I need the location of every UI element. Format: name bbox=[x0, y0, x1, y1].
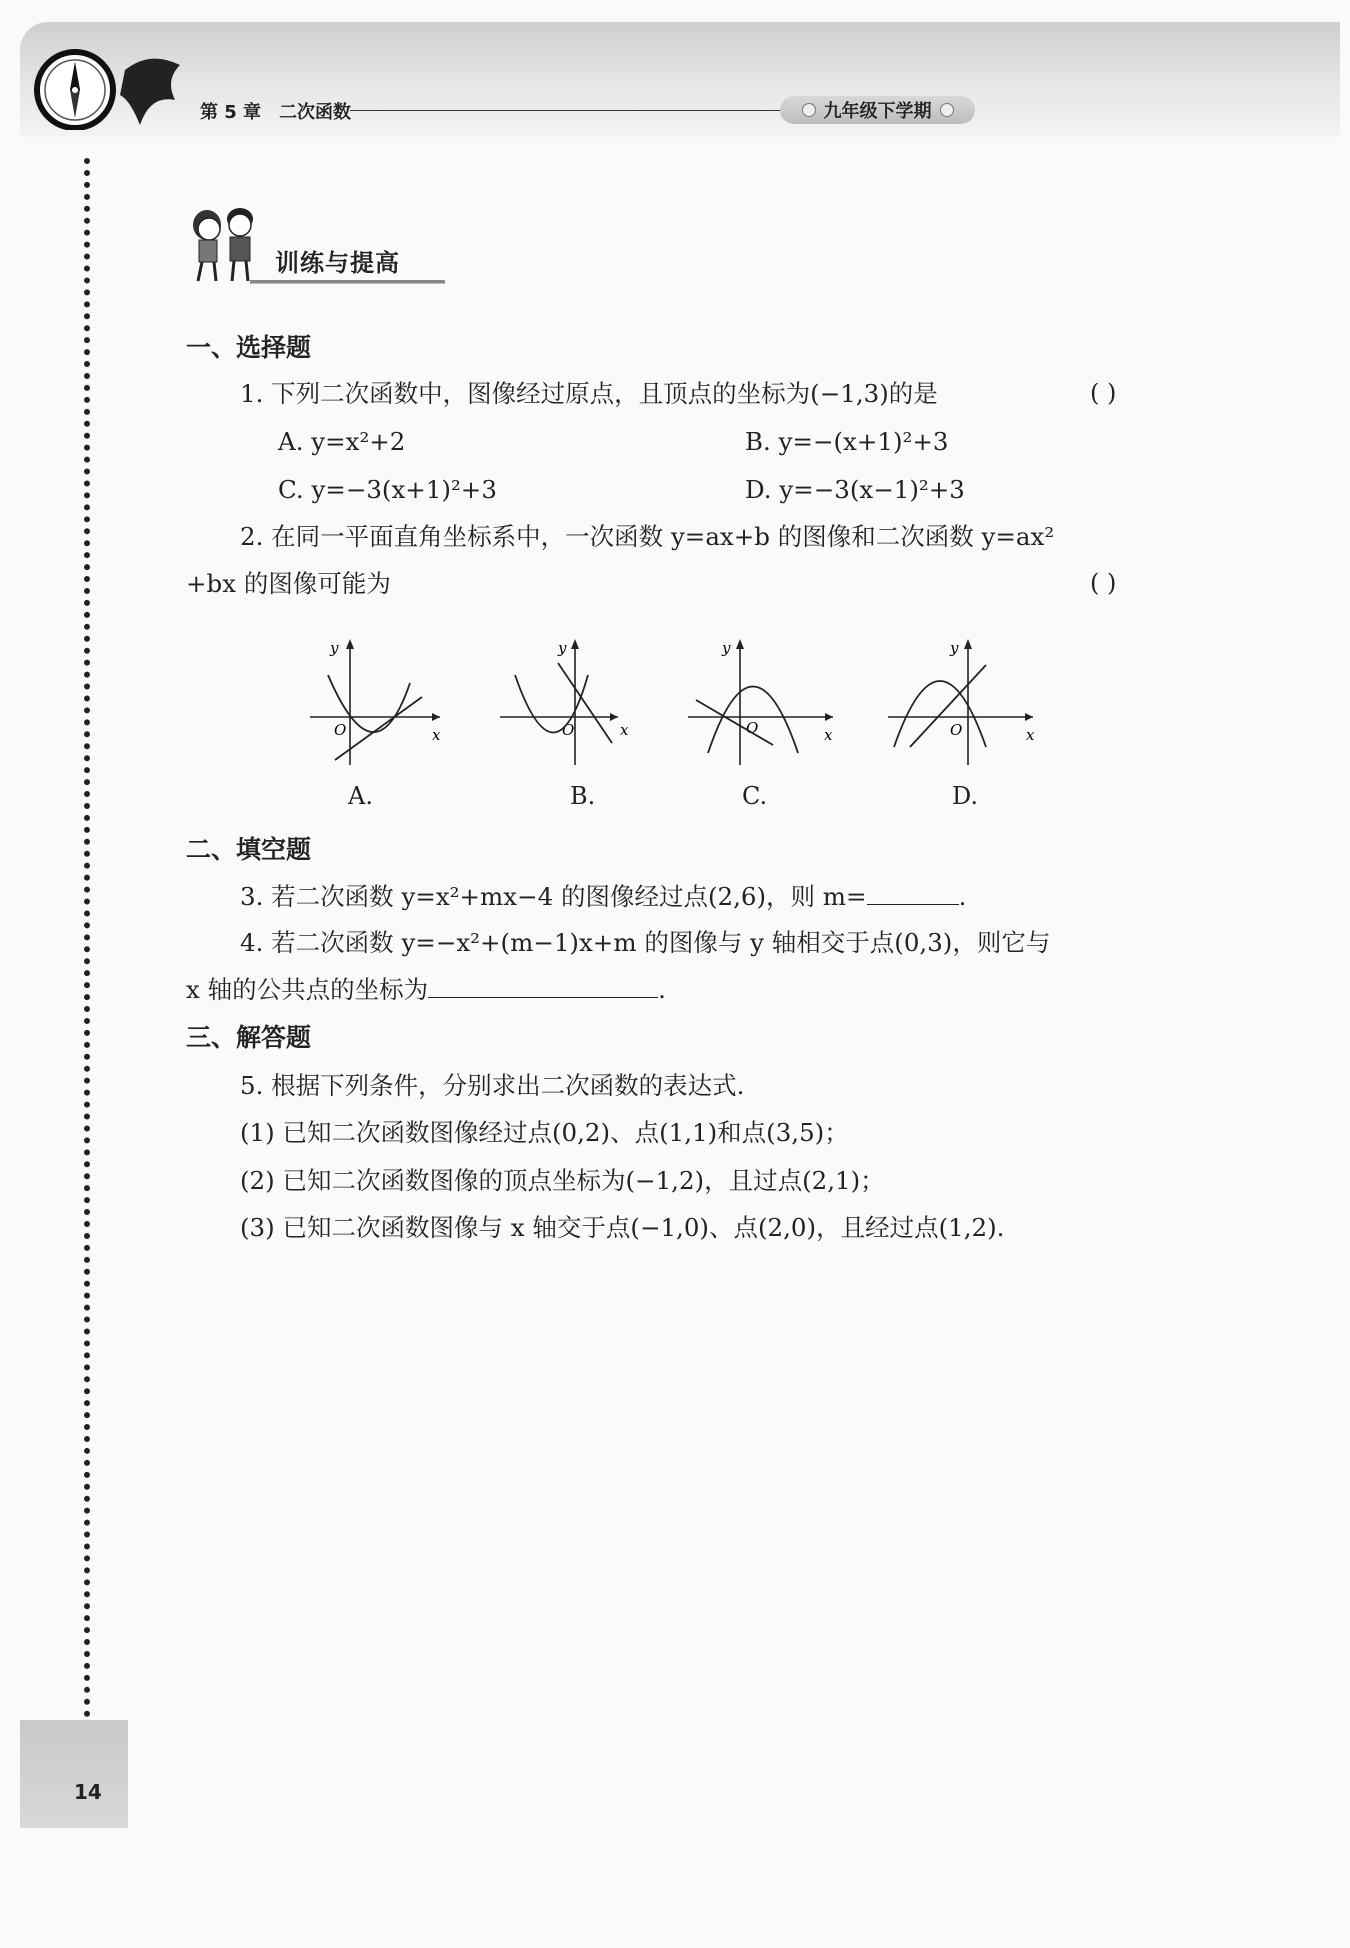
q1-answer-paren: ( ) bbox=[1090, 379, 1117, 407]
q5-part-3: (3) 已知二次函数图像与 x 轴交于点(−1,0)、点(2,0)，且经过点(1,2). bbox=[240, 1213, 1005, 1242]
q2b-x-label: x bbox=[620, 721, 629, 739]
bullet-icon bbox=[940, 103, 954, 117]
clock-runner-icon bbox=[30, 40, 190, 130]
q2d-y-label: y bbox=[950, 639, 959, 657]
q2b-origin-label: O bbox=[562, 721, 575, 739]
grade-label: 九年级下学期 bbox=[823, 101, 932, 122]
choice-section-heading: 一、选择题 bbox=[186, 333, 312, 362]
chapter-title: 二次函数 bbox=[279, 102, 352, 123]
q2-graph-d-label: D. bbox=[952, 782, 979, 810]
chapter-number: 第 5 章 bbox=[200, 102, 262, 123]
q4-answer-blank[interactable] bbox=[428, 975, 658, 998]
chapter-header bbox=[200, 98, 351, 124]
q1-stem: 1. 下列二次函数中，图像经过原点，且顶点的坐标为(−1,3)的是 bbox=[240, 379, 938, 408]
q3-answer-blank[interactable] bbox=[867, 882, 959, 905]
header-rule bbox=[350, 110, 780, 111]
q4-stem-line2: x 轴的公共点的坐标为 bbox=[186, 975, 429, 1004]
q5-stem: 5. 根据下列条件，分别求出二次函数的表达式. bbox=[240, 1071, 745, 1100]
q2-graph-c bbox=[688, 635, 838, 765]
grade-badge bbox=[780, 96, 975, 124]
q2-stem-line2: +bx 的图像可能为 bbox=[186, 569, 391, 598]
q2d-x-label: x bbox=[1026, 726, 1035, 744]
q1-option-c: C. y=−3(x+1)²+3 bbox=[278, 475, 497, 504]
q2b-y-label: y bbox=[558, 639, 567, 657]
q3-text bbox=[240, 882, 966, 911]
q4-line2 bbox=[186, 975, 666, 1004]
banner-underline bbox=[250, 280, 445, 284]
q2-graph-b-label: B. bbox=[570, 782, 596, 810]
q2-graph-d bbox=[888, 635, 1038, 765]
q2c-y-label: y bbox=[722, 639, 731, 657]
q4-line1: 4. 若二次函数 y=−x²+(m−1)x+m 的图像与 y 轴相交于点(0,3)，则它与 bbox=[240, 928, 1051, 957]
q2c-x-label: x bbox=[824, 726, 833, 744]
page-number: 14 bbox=[74, 1780, 102, 1804]
q2-graph-a-label: A. bbox=[348, 782, 373, 810]
q1-option-a: A. y=x²+2 bbox=[278, 427, 406, 456]
page-number-tab bbox=[20, 1720, 128, 1828]
answer-section-heading: 三、解答题 bbox=[186, 1023, 312, 1052]
bullet-icon bbox=[802, 103, 816, 117]
q2-stem-line1: 2. 在同一平面直角坐标系中，一次函数 y=ax+b 的图像和二次函数 y=ax² bbox=[240, 522, 1055, 551]
q2a-x-label: x bbox=[432, 726, 441, 744]
q2-answer-paren: ( ) bbox=[1090, 569, 1117, 597]
q2a-origin-label: O bbox=[334, 721, 347, 739]
q2a-y-label: y bbox=[330, 639, 339, 657]
q3-end: . bbox=[958, 882, 967, 911]
q2-graph-b bbox=[500, 635, 635, 765]
q2c-origin-label: O bbox=[746, 719, 759, 737]
q5-part-2: (2) 已知二次函数图像的顶点坐标为(−1,2)，且过点(2,1)； bbox=[240, 1166, 885, 1195]
q4-end: . bbox=[658, 975, 666, 1004]
q5-part-1: (1) 已知二次函数图像经过点(0,2)、点(1,1)和点(3,5)； bbox=[240, 1118, 849, 1147]
dotted-margin-line bbox=[84, 158, 90, 1718]
q1-option-d: D. y=−3(x−1)²+3 bbox=[745, 475, 965, 504]
q2-graph-c-label: C. bbox=[742, 782, 768, 810]
q3-stem: 3. 若二次函数 y=x²+mx−4 的图像经过点(2,6)，则 m= bbox=[240, 882, 867, 911]
fill-section-heading: 二、填空题 bbox=[186, 835, 312, 864]
section-banner-title: 训练与提高 bbox=[275, 249, 400, 277]
q1-option-b: B. y=−(x+1)²+3 bbox=[745, 427, 949, 456]
q2d-origin-label: O bbox=[950, 721, 963, 739]
q2-graph-a bbox=[310, 635, 445, 765]
